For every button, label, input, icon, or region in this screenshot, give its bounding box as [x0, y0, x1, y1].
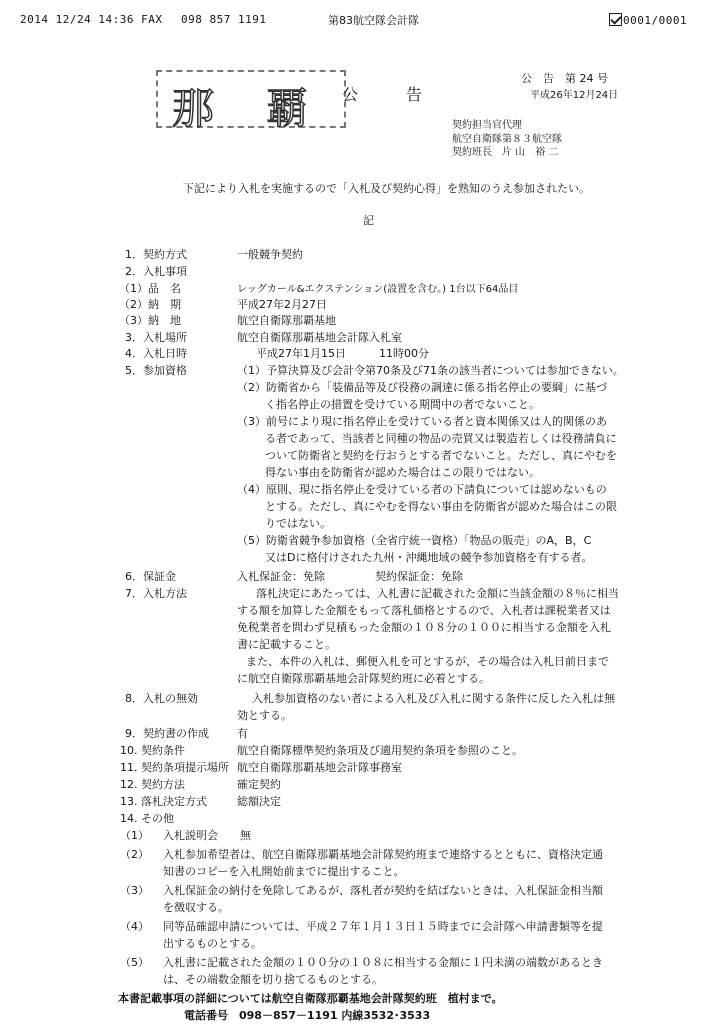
other-num: （1） [120, 829, 149, 842]
item-value: 総額決定 [237, 795, 281, 808]
item-label: 4．入札日時 [125, 347, 187, 360]
fax-timestamp: 2014 12/24 14:36 FAX [20, 13, 163, 26]
other-num: （3） [120, 884, 149, 897]
item-value: 有 [237, 727, 248, 740]
method-line: 書に記載すること。 [237, 638, 336, 651]
stamp-char-ha: 覇 [266, 84, 309, 133]
other-num: （4） [120, 920, 149, 933]
other-num: （2） [120, 848, 149, 861]
qualification-line: （3）前号により現に指名停止を受けている者と資本関係又は人的関係のあ [237, 415, 607, 428]
qualification-line: とする。ただし、真にやむを得ない事由を防衛省が認めた場合はこの限 [265, 500, 617, 513]
qualification-line: （2）防衛省から「装備品等及び役務の調達に係る指名停止の要綱」に基づ [237, 381, 607, 394]
item-value: レッグカール&エクステンション(設置を含む。) 1台以下64品目 [237, 284, 519, 295]
method-label: 7．入札方法 [125, 587, 187, 600]
other-line: 同等品確認申請については、平成２７年１月１３日１５時までに会計隊へ申請書類等を提 [163, 920, 603, 933]
other-num: （5） [120, 956, 149, 969]
qualification-line: （5）防衛省競争参加資格（全省庁統一資格）「物品の販売」のA，B，C [237, 534, 592, 547]
item-value: 平成27年1月15日 11時00分 [256, 347, 429, 360]
item-value: 航空自衛隊那覇基地会計隊入札室 [237, 331, 402, 344]
deposit-contract: 契約保証金：免除 [375, 570, 463, 583]
item-value: 確定契約 [237, 778, 281, 791]
qualification-line: ついて防衛省と契約を行おうとする者でないこと。ただし、真にやむを [265, 449, 617, 462]
qualification-line: 得ない事由を防衛省が認めた場合はこの限りではない。 [265, 466, 540, 479]
other-line: 入札保証金の納付を免除してあるが、落札者が契約を結ばないときは、入札保証金相当額 [163, 884, 603, 897]
other-line: 知書のコピーを入札開始前までに提出すること。 [163, 865, 405, 878]
item-value: 平成27年2月27日 [237, 298, 327, 311]
other-line: 出するものとする。 [163, 937, 262, 950]
item-value: 航空自衛隊那覇基地会計隊事務室 [237, 761, 402, 774]
qualification-line: りではない。 [265, 517, 331, 530]
other-label: 14. その他 [120, 812, 174, 825]
method-line: また、本件の入札は、郵便入札を可とするが、その場合は入札日前日まで [246, 655, 609, 668]
issuer-line3: 契約班長 片 山 裕 二 [452, 147, 559, 158]
notice-title-left: 公 [342, 85, 359, 104]
item-value: 航空自衛隊標準契約条項及び適用契約条項を参照のこと。 [237, 744, 523, 757]
stamp-char-na: 那 [172, 84, 215, 133]
deposit-label: 6．保証金 [125, 570, 176, 583]
item-value: 一般競争契約 [237, 248, 303, 261]
footer-phone: 電話番号 098－857－1191 内線3532･3533 [184, 1009, 431, 1022]
fax-page-counter: 0001/0001 [609, 13, 687, 27]
footer-details: 本書記載事項の詳細については航空自衛隊那覇基地会計隊契約班 植村まで。 [118, 992, 503, 1005]
item-label: 3．入札場所 [125, 331, 187, 344]
invalid-label: 8．入札の無効 [125, 692, 198, 705]
item-value: 航空自衛隊那覇基地 [237, 314, 336, 327]
notice-title-right: 告 [406, 85, 423, 104]
qualification-line: る者であって、当該者と同種の物品の売買又は製造若しくは役務請負に [265, 432, 617, 445]
intro-text: 下記により入札を実施するので「入札及び契約心得」を熟知のうえ参加されたい。 [183, 182, 590, 195]
item-label: （3）納 地 [119, 314, 181, 327]
fax-number: 098 857 1191 [181, 13, 267, 26]
method-line: 免税業者を問わず見積もった金額の１０８分の１００に相当する金額を入札 [237, 621, 611, 634]
method-line: に航空自衛隊那覇基地会計隊契約班に必着とする。 [237, 672, 490, 685]
ki-heading: 記 [363, 214, 374, 227]
item-label: 10. 契約条件 [120, 744, 185, 757]
other-line: を徴収する。 [163, 901, 229, 914]
item-label: 1．契約方式 [125, 248, 187, 261]
naha-stamp [156, 70, 346, 133]
issuer-line1: 契約担当官代理 [452, 120, 522, 131]
item-label: 12. 契約方法 [120, 778, 185, 791]
item-label: 5．参加資格 [125, 364, 187, 377]
qualification-line: （4）原則、現に指名停止を受けている者の下請負については認めないもの [237, 483, 607, 496]
notice-number: 公 告 第 24 号 [521, 72, 608, 85]
fax-sender: 第83航空隊会計隊 [328, 14, 419, 27]
method-line: 落札決定にあたっては、入札書に記載された金額に当該金額の８％に相当 [256, 587, 619, 600]
other-line: は、その端数金額を切り捨てるものとする。 [163, 973, 383, 986]
other-line: 入札参加希望者は、航空自衛隊那覇基地会計隊契約班まで連絡するとともに、資格決定通 [163, 848, 603, 861]
briefing-text: 入札説明会 無 [163, 829, 251, 842]
qualification-line: 又はDに格付けされた九州・沖縄地域の競争参加資格を有する者。 [265, 551, 593, 564]
deposit-bid: 入札保証金：免除 [237, 570, 325, 583]
invalid-line: 効とする。 [237, 709, 292, 722]
notice-date: 平成26年12月24日 [530, 90, 619, 101]
item-label: 9．契約書の作成 [125, 727, 209, 740]
method-line: する額を加算した金額をもって落札価格とするので、入札者は課税業者又は [237, 604, 611, 617]
item-label: 2．入札事項 [125, 265, 187, 278]
qualification-line: く指名停止の措置を受けている期間中の者でないこと。 [265, 398, 540, 411]
item-label: （2）納 期 [119, 298, 181, 311]
checkbox-icon [609, 13, 622, 26]
item-label: （1）品 名 [119, 282, 181, 295]
other-line: 入札書に記載された金額の１００分の１０８に相当する金額に１円未満の端数があるとき [163, 956, 603, 969]
qualification-line: （1）予算決算及び会計令第70条及び71条の該当者については参加できない。 [237, 364, 624, 377]
item-label: 11. 契約条項提示場所 [120, 761, 229, 774]
invalid-line: 入札参加資格のない者による入札及び入札に関する条件に反した入札は無 [252, 692, 615, 705]
item-label: 13. 落札決定方式 [120, 795, 207, 808]
issuer-line2: 航空自衛隊第８３航空隊 [452, 134, 562, 145]
